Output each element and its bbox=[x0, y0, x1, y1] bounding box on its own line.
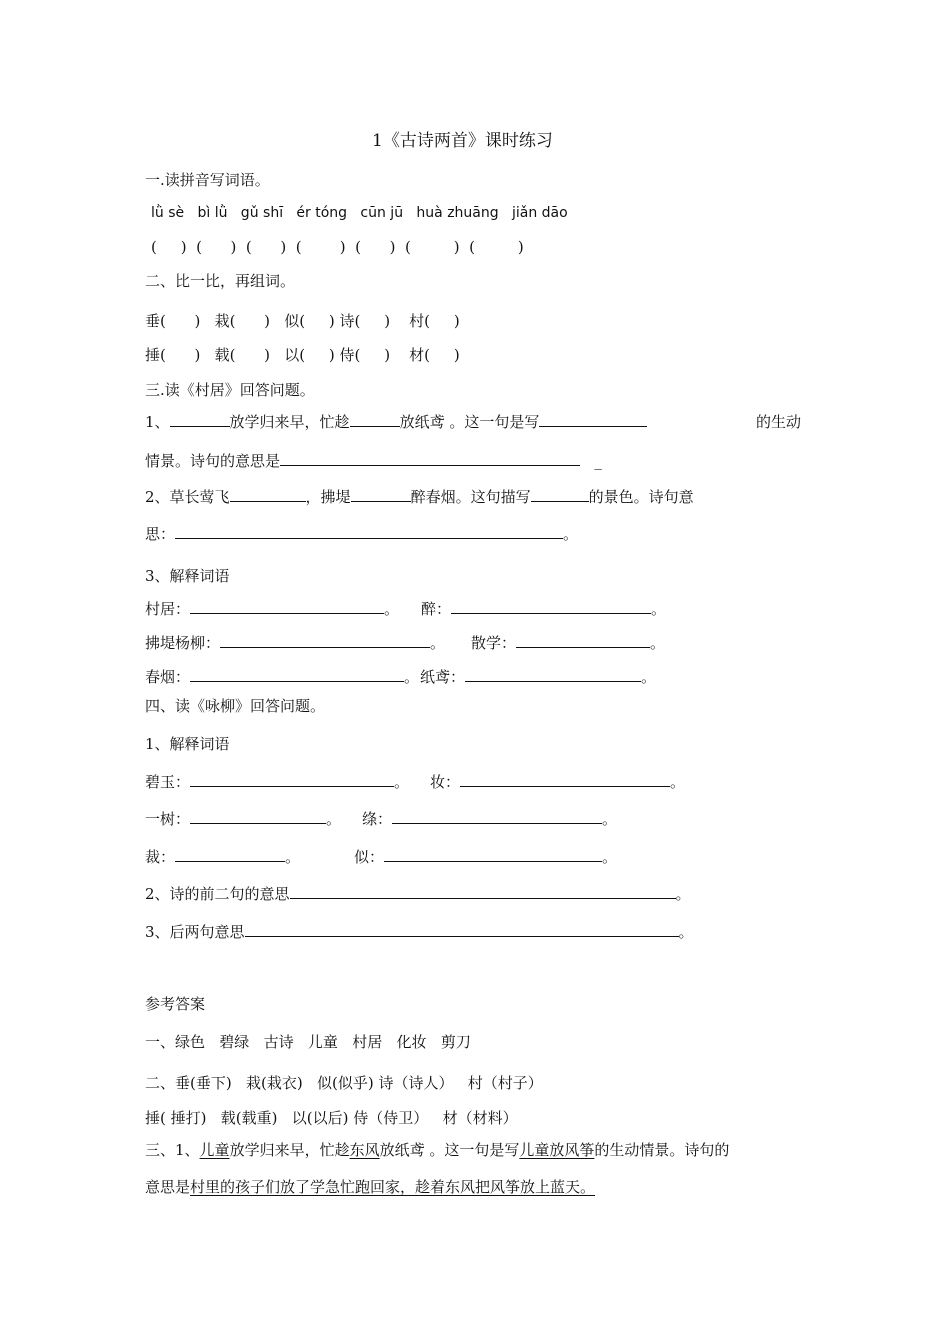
answers-heading: 参考答案 bbox=[145, 995, 206, 1013]
term-label: 醉： bbox=[421, 600, 452, 618]
pinyin-row: lǜ sè bì lǜ gǔ shī ér tóng cūn jū huà zhuāng jiǎn dāo bbox=[151, 205, 568, 221]
answer-blank[interactable] bbox=[350, 412, 400, 427]
answer-text: 的生动情景。诗句的 bbox=[594, 1141, 730, 1159]
answer-text: 放学归来早，忙趁 bbox=[229, 1141, 350, 1159]
term-label: 村居： bbox=[145, 600, 191, 618]
period: 。 bbox=[670, 773, 686, 791]
q-number: 1、 bbox=[145, 413, 170, 431]
answer-blank[interactable] bbox=[245, 922, 679, 937]
question-text: 。 bbox=[563, 525, 579, 543]
period: 。 bbox=[651, 600, 667, 618]
define-si bbox=[354, 847, 617, 867]
define-chunyan bbox=[145, 667, 419, 687]
answer-blank[interactable] bbox=[451, 599, 651, 614]
question-text: 2、诗的前二句的意思 bbox=[145, 885, 290, 903]
term-label: 纸鸢： bbox=[420, 668, 466, 686]
answer-blank[interactable] bbox=[220, 633, 430, 648]
answer-underlined: 儿童 bbox=[199, 1141, 230, 1159]
define-zhiyuan bbox=[420, 667, 656, 687]
answer-text: 放纸鸢 。这一句是写 bbox=[379, 1141, 520, 1159]
answer-blank[interactable] bbox=[539, 412, 647, 427]
term-label: 碧玉： bbox=[145, 773, 191, 791]
define-zui bbox=[421, 599, 666, 619]
define-tao bbox=[362, 809, 617, 829]
period: 。 bbox=[650, 634, 666, 652]
term-label: 似： bbox=[354, 848, 385, 866]
answer-blank[interactable] bbox=[170, 412, 230, 427]
answer-section-3-line-2 bbox=[145, 1177, 595, 1197]
period: 。 bbox=[678, 923, 694, 941]
answer-blank[interactable] bbox=[190, 667, 404, 682]
pinyin-answer-parens: ( ) ( ) ( ) ( ) ( ) ( ) ( ) bbox=[151, 238, 524, 256]
period: 。 bbox=[602, 848, 618, 866]
question-3-3: 3、解释词语 bbox=[145, 567, 230, 585]
answer-blank[interactable] bbox=[392, 809, 602, 824]
answer-section-1: 一、绿色 碧绿 古诗 儿童 村居 化妆 剪刀 bbox=[145, 1033, 471, 1051]
question-text: 放学归来早，忙趁 bbox=[229, 413, 350, 431]
section-2-heading: 二、比一比，再组词。 bbox=[145, 272, 296, 290]
define-cunju bbox=[145, 599, 399, 619]
question-4-1: 1、解释词语 bbox=[145, 735, 230, 753]
period: 。 bbox=[404, 668, 420, 686]
answer-text: 意思是 bbox=[145, 1178, 191, 1196]
question-text: 放纸鸢 。这一句是写 bbox=[399, 413, 540, 431]
term-label: 拂堤杨柳： bbox=[145, 634, 221, 652]
compare-row-1: 垂( ) 栽( ) 似( ) 诗( ) 村( ) bbox=[145, 312, 460, 330]
section-4-heading: 四、读《咏柳》回答问题。 bbox=[145, 697, 326, 715]
answer-text: 三、1、 bbox=[145, 1141, 200, 1159]
question-3-2-line-2 bbox=[145, 524, 578, 544]
define-sanxue bbox=[471, 633, 665, 653]
period: 。 bbox=[326, 810, 342, 828]
answer-blank[interactable] bbox=[175, 847, 285, 862]
answer-blank[interactable] bbox=[460, 772, 670, 787]
answer-underlined: 村里的孩子们放了学急忙跑回家，趁着东风把风筝放上蓝天。 bbox=[190, 1178, 596, 1196]
answer-blank[interactable] bbox=[190, 772, 394, 787]
question-3-1-tail: 的生动 bbox=[756, 413, 802, 431]
define-yishu bbox=[145, 809, 341, 829]
section-3-heading: 三.读《村居》回答问题。 bbox=[145, 381, 315, 399]
compare-row-2: 捶( ) 载( ) 以( ) 侍( ) 材( ) bbox=[145, 346, 460, 364]
term-label: 春烟： bbox=[145, 668, 191, 686]
define-futiyangliu bbox=[145, 633, 445, 653]
term-label: 裁： bbox=[145, 848, 176, 866]
answer-blank[interactable] bbox=[280, 451, 580, 466]
section-1-heading: 一.读拼音写词语。 bbox=[145, 171, 270, 189]
define-zhuang bbox=[430, 772, 685, 792]
question-4-2 bbox=[145, 884, 691, 904]
answer-section-2-row-1: 二、垂(垂下) 栽(栽衣) 似(似乎) 诗（诗人） 村（村子） bbox=[145, 1074, 543, 1092]
term-label: 一树： bbox=[145, 810, 191, 828]
question-text: 3、后两句意思 bbox=[145, 923, 245, 941]
question-text: ，拂堤 bbox=[305, 488, 351, 506]
period: 。 bbox=[394, 773, 410, 791]
answer-blank[interactable] bbox=[465, 667, 641, 682]
answer-blank[interactable] bbox=[175, 524, 563, 539]
question-text: 情景。诗句的意思是 bbox=[145, 452, 281, 470]
answer-section-2-row-2: 捶( 捶打) 载(载重) 以(以后) 侍（侍卫） 材（材料） bbox=[145, 1109, 518, 1127]
term-label: 绦： bbox=[362, 810, 393, 828]
period: 。 bbox=[602, 810, 618, 828]
period: 。 bbox=[675, 885, 691, 903]
answer-blank[interactable] bbox=[190, 809, 326, 824]
term-label: 散学： bbox=[471, 634, 517, 652]
answer-blank[interactable] bbox=[290, 884, 676, 899]
question-4-3 bbox=[145, 922, 694, 942]
answer-blank[interactable] bbox=[531, 487, 589, 502]
period: 。 bbox=[430, 634, 446, 652]
answer-blank[interactable] bbox=[384, 847, 602, 862]
page-title: 1《古诗两首》课时练习 bbox=[372, 131, 553, 151]
period: 。 bbox=[285, 848, 301, 866]
answer-blank[interactable] bbox=[351, 487, 411, 502]
answer-underlined: 儿童放风筝 bbox=[519, 1141, 595, 1159]
question-text: 醉春烟。这句描写 bbox=[410, 488, 531, 506]
define-biyu bbox=[145, 772, 409, 792]
term-label: 妆： bbox=[430, 773, 461, 791]
period: 。 bbox=[384, 600, 400, 618]
answer-blank[interactable] bbox=[516, 633, 650, 648]
answer-blank[interactable] bbox=[230, 487, 306, 502]
question-text: _ bbox=[594, 452, 602, 470]
question-3-1-line-2 bbox=[145, 451, 602, 471]
question-text: 思： bbox=[145, 525, 176, 543]
answer-section-3-line-1 bbox=[145, 1140, 729, 1160]
question-3-2-line-1 bbox=[145, 487, 694, 507]
period: 。 bbox=[641, 668, 657, 686]
question-text: 2、草长莺飞 bbox=[145, 488, 230, 506]
question-3-1-line-1 bbox=[145, 412, 647, 432]
answer-blank[interactable] bbox=[190, 599, 384, 614]
question-text: 的景色。诗句意 bbox=[588, 488, 694, 506]
answer-underlined: 东风 bbox=[349, 1141, 380, 1159]
define-cai bbox=[145, 847, 300, 867]
